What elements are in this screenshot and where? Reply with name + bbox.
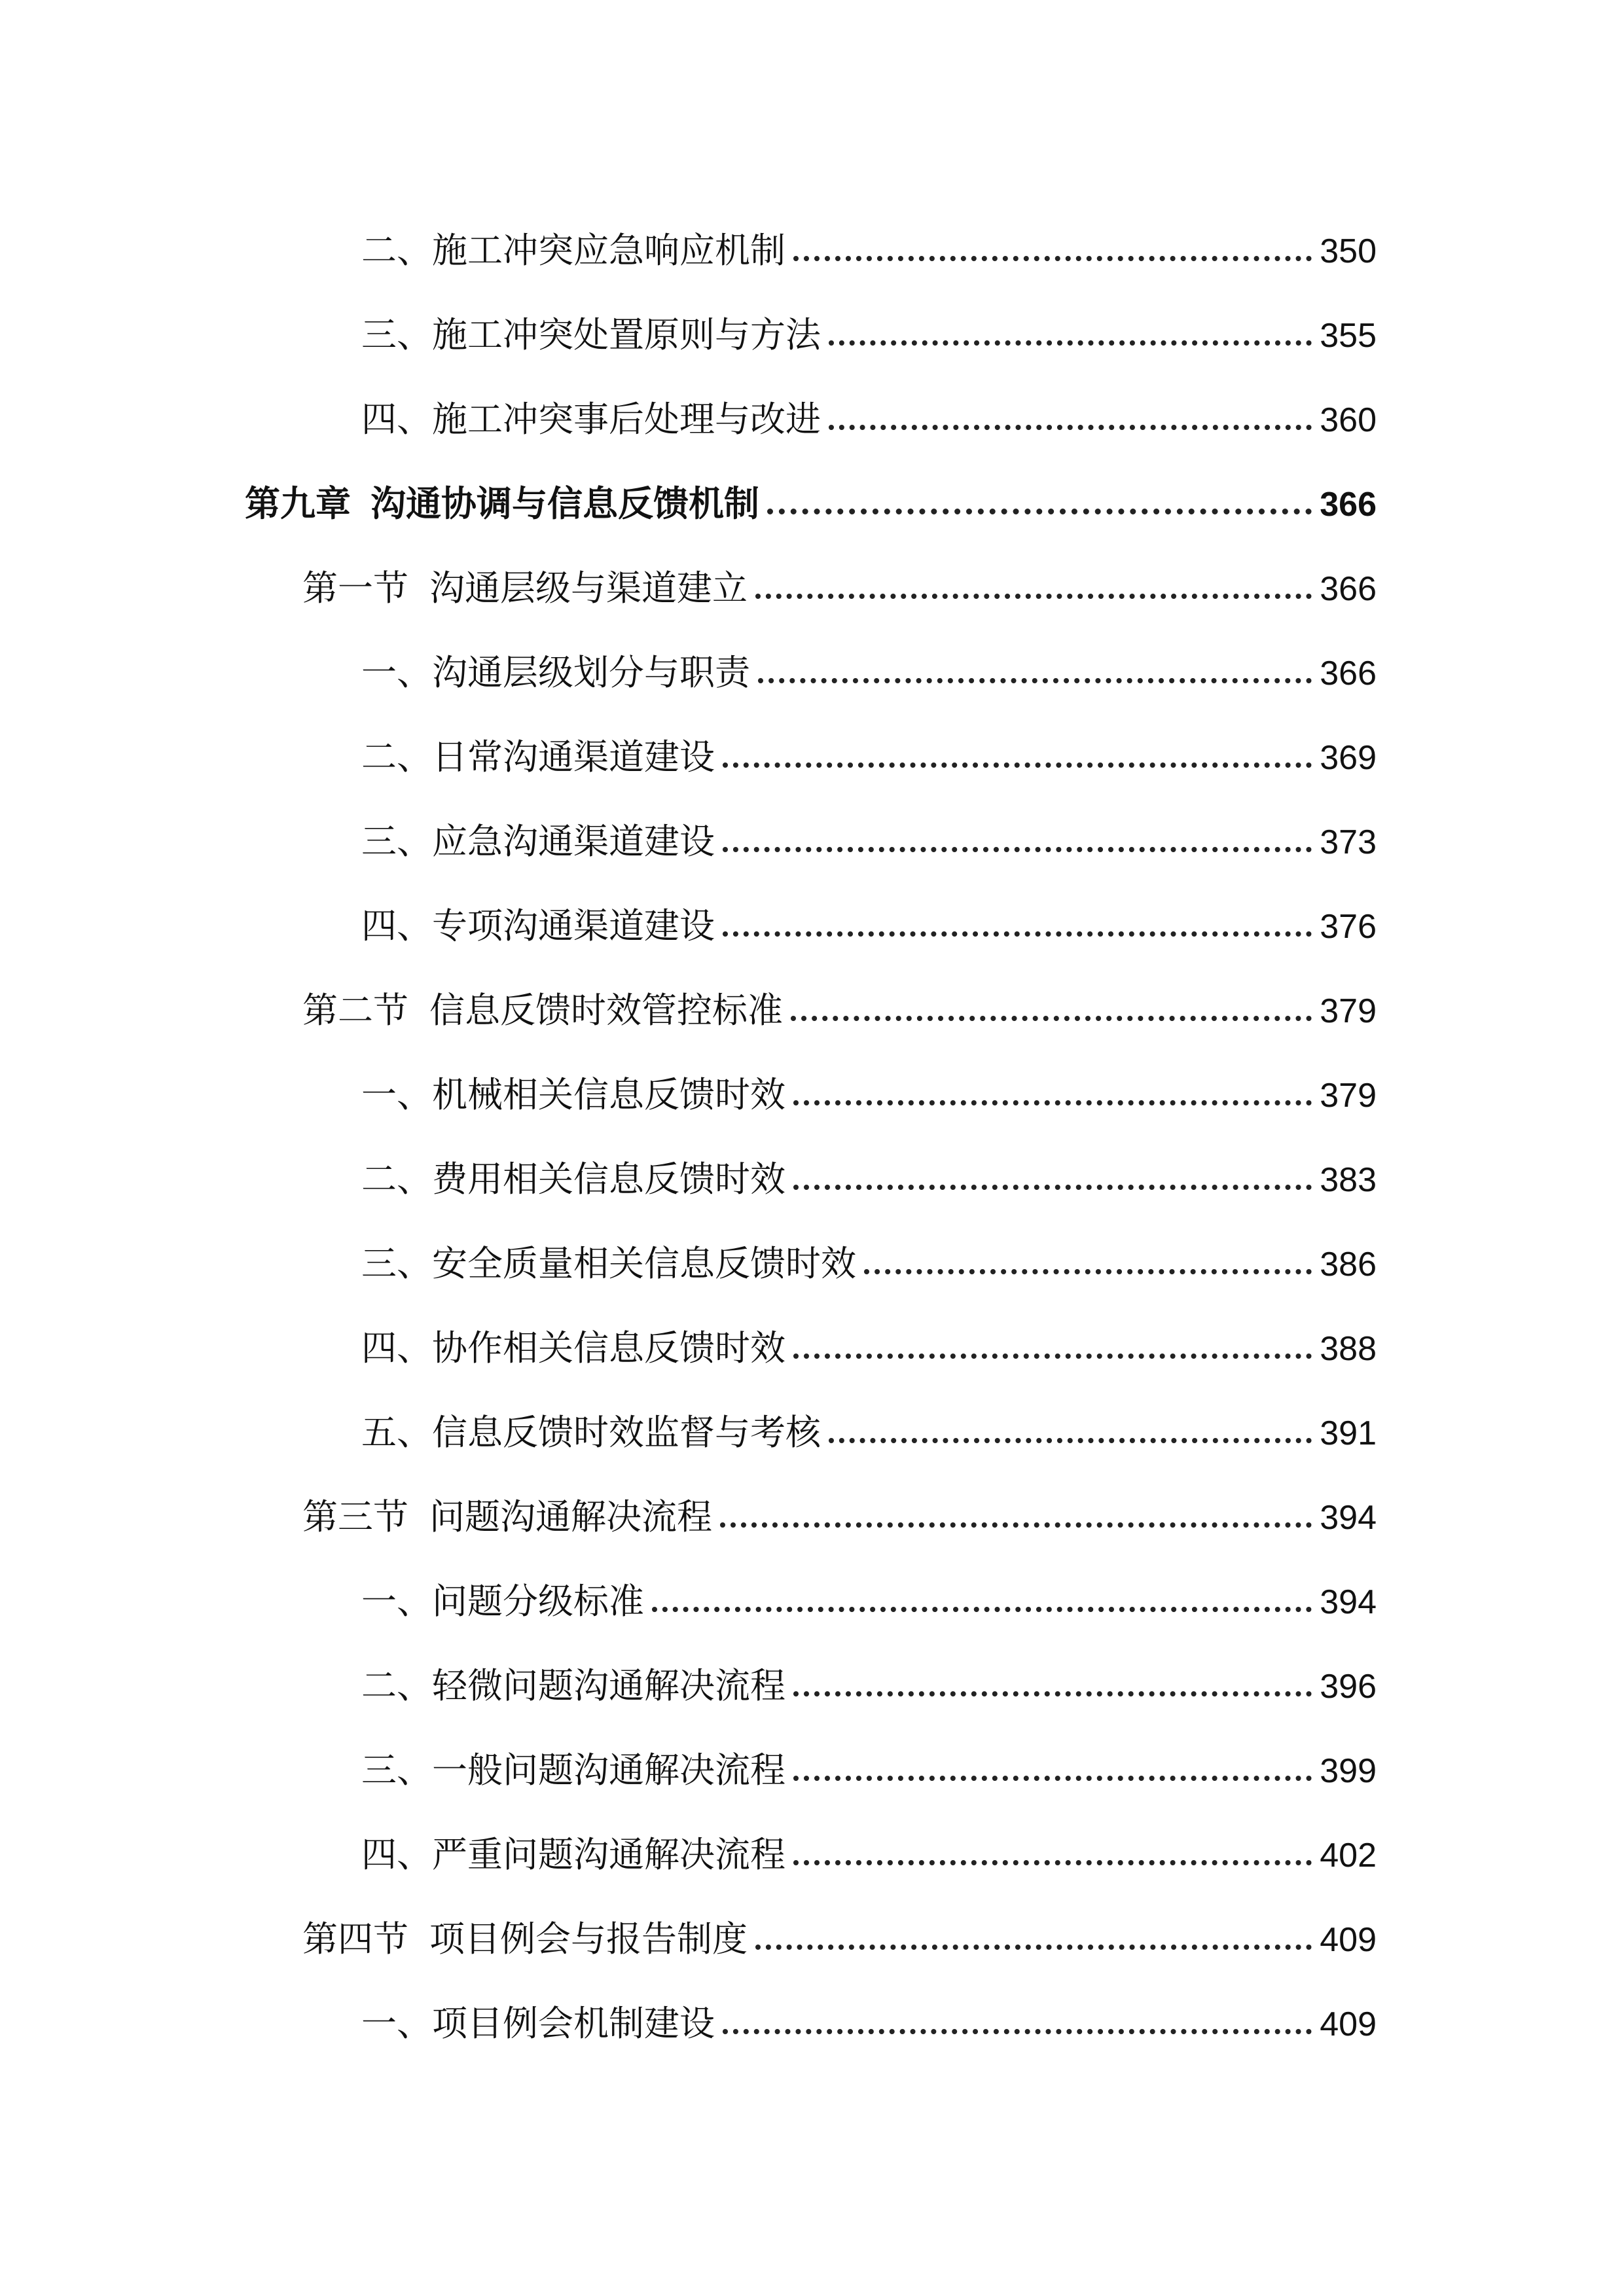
toc-entry-title: 三、应急沟通渠道建设 bbox=[361, 821, 715, 862]
toc-entry[interactable] bbox=[361, 716, 1377, 778]
toc-section-entry[interactable] bbox=[302, 547, 1377, 609]
toc-entry-title: 四、协作相关信息反馈时效 bbox=[361, 1327, 785, 1369]
toc-leader-dots bbox=[755, 1945, 1312, 1950]
toc-entry-page: 376 bbox=[1320, 908, 1377, 946]
toc-entry[interactable] bbox=[361, 1307, 1377, 1369]
toc-entry-page: 373 bbox=[1320, 823, 1377, 861]
toc-section-title bbox=[302, 1496, 712, 1537]
toc-entry[interactable] bbox=[361, 632, 1377, 691]
toc-leader-dots bbox=[793, 1776, 1312, 1781]
toc-entry[interactable] bbox=[361, 1982, 1377, 2044]
toc-leader-dots bbox=[723, 2029, 1312, 2034]
toc-entry-title: 二、施工冲突应急响应机制 bbox=[361, 230, 785, 271]
toc-entry-title: 二、费用相关信息反馈时效 bbox=[361, 1158, 785, 1200]
toc-entry-title: 三、一般问题沟通解决流程 bbox=[361, 1749, 785, 1791]
toc-entry-title: 二、轻微问题沟通解决流程 bbox=[361, 1665, 785, 1706]
toc-leader-dots bbox=[793, 1185, 1312, 1190]
toc-leader-dots bbox=[864, 1269, 1312, 1274]
toc-chapter-title bbox=[245, 483, 759, 524]
toc-leader-dots bbox=[829, 340, 1312, 346]
toc-entry[interactable] bbox=[361, 1223, 1377, 1282]
toc-entry-page: 379 bbox=[1320, 992, 1377, 1030]
toc-section-number: 第一节 bbox=[302, 567, 408, 609]
toc-entry-title: 二、日常沟通渠道建设 bbox=[361, 736, 715, 778]
toc-entry-title: 一、机械相关信息反馈时效 bbox=[361, 1074, 785, 1115]
toc-entry-page: 379 bbox=[1320, 1077, 1377, 1115]
toc-entry-page: 386 bbox=[1320, 1246, 1377, 1283]
toc-entry-page: 396 bbox=[1320, 1668, 1377, 1706]
toc-entry[interactable] bbox=[361, 1391, 1377, 1453]
toc-entry-title: 四、施工冲突事后处理与改进 bbox=[361, 399, 821, 440]
toc-entry[interactable] bbox=[361, 800, 1377, 862]
toc-entry-page: 369 bbox=[1320, 739, 1377, 777]
toc-entry-page: 366 bbox=[1320, 655, 1377, 692]
toc-section-name: 沟通层级与渠道建立 bbox=[429, 567, 748, 609]
toc-entry-page: 388 bbox=[1320, 1330, 1377, 1368]
toc-entry-page: 394 bbox=[1320, 1583, 1377, 1621]
toc-entry-title: 一、沟通层级划分与职责 bbox=[361, 652, 750, 693]
toc-entry-page: 391 bbox=[1320, 1414, 1377, 1452]
toc-section-name: 问题沟通解决流程 bbox=[429, 1496, 712, 1537]
toc-entry-title: 一、项目例会机制建设 bbox=[361, 2003, 715, 2044]
toc-entry-page: 402 bbox=[1320, 1837, 1377, 1874]
toc-entry-page: 409 bbox=[1320, 2005, 1377, 2043]
toc-section-title bbox=[302, 1918, 748, 1960]
toc-leader-dots bbox=[793, 1860, 1312, 1865]
toc-leader-dots bbox=[829, 1438, 1312, 1443]
toc-entry-title: 四、严重问题沟通解决流程 bbox=[361, 1834, 785, 1875]
toc-leader-dots bbox=[793, 1691, 1312, 1696]
toc-section-entry[interactable] bbox=[302, 1898, 1377, 1960]
toc-entry-title: 四、专项沟通渠道建设 bbox=[361, 905, 715, 946]
toc-section-number: 第四节 bbox=[302, 1918, 408, 1960]
toc-leader-dots bbox=[723, 931, 1312, 937]
toc-section-name: 信息反馈时效管控标准 bbox=[429, 990, 783, 1031]
toc-entry-page: 366 bbox=[1320, 486, 1377, 524]
toc-entry-page: 360 bbox=[1320, 401, 1377, 439]
toc-section-number: 第二节 bbox=[302, 990, 408, 1031]
toc-entry[interactable] bbox=[361, 378, 1377, 440]
toc-entry-page: 394 bbox=[1320, 1499, 1377, 1537]
toc-entry[interactable] bbox=[361, 1645, 1377, 1704]
toc-leader-dots bbox=[793, 1354, 1312, 1359]
toc-leader-dots bbox=[829, 425, 1312, 430]
toc-chapter-number: 第九章 bbox=[245, 483, 351, 524]
toc-leader-dots bbox=[720, 1522, 1312, 1528]
toc-section-entry[interactable] bbox=[302, 1476, 1377, 1535]
toc-section-entry[interactable] bbox=[302, 969, 1377, 1031]
toc-entry[interactable] bbox=[361, 1054, 1377, 1113]
toc-leader-dots bbox=[758, 678, 1312, 683]
toc-leader-dots bbox=[793, 256, 1312, 261]
toc-leader-dots bbox=[791, 1016, 1312, 1021]
toc-section-title bbox=[302, 990, 783, 1031]
toc-section-number: 第三节 bbox=[302, 1496, 408, 1537]
toc-leader-dots bbox=[755, 594, 1312, 599]
toc-entry[interactable] bbox=[361, 209, 1377, 271]
toc-entry-title: 一、问题分级标准 bbox=[361, 1581, 644, 1622]
toc-entry[interactable] bbox=[361, 294, 1377, 353]
toc-entry-title: 三、施工冲突处置原则与方法 bbox=[361, 314, 821, 355]
toc-entry[interactable] bbox=[361, 1729, 1377, 1791]
toc-entry[interactable] bbox=[361, 1814, 1377, 1873]
toc-chapter-name: 沟通协调与信息反馈机制 bbox=[370, 483, 759, 524]
toc-leader-dots bbox=[723, 762, 1312, 768]
toc-entry[interactable] bbox=[361, 1138, 1377, 1200]
toc-entry-page: 366 bbox=[1320, 570, 1377, 608]
toc-entry-page: 350 bbox=[1320, 232, 1377, 270]
toc-entry-page: 399 bbox=[1320, 1752, 1377, 1790]
toc-section-title bbox=[302, 567, 748, 609]
toc-chapter-entry[interactable] bbox=[245, 463, 1377, 522]
toc-entry[interactable] bbox=[361, 885, 1377, 944]
toc-section-name: 项目例会与报告制度 bbox=[429, 1918, 748, 1960]
toc-leader-dots bbox=[652, 1607, 1312, 1612]
toc-entry-page: 355 bbox=[1320, 317, 1377, 355]
toc-entry[interactable] bbox=[361, 1560, 1377, 1622]
toc-entry-page: 383 bbox=[1320, 1161, 1377, 1199]
toc-entry-title: 三、安全质量相关信息反馈时效 bbox=[361, 1243, 856, 1284]
toc-entry-title: 五、信息反馈时效监督与考核 bbox=[361, 1412, 821, 1453]
toc-leader-dots bbox=[767, 509, 1312, 514]
toc-leader-dots bbox=[793, 1100, 1312, 1105]
toc-leader-dots bbox=[723, 847, 1312, 852]
toc-entry-page: 409 bbox=[1320, 1921, 1377, 1959]
